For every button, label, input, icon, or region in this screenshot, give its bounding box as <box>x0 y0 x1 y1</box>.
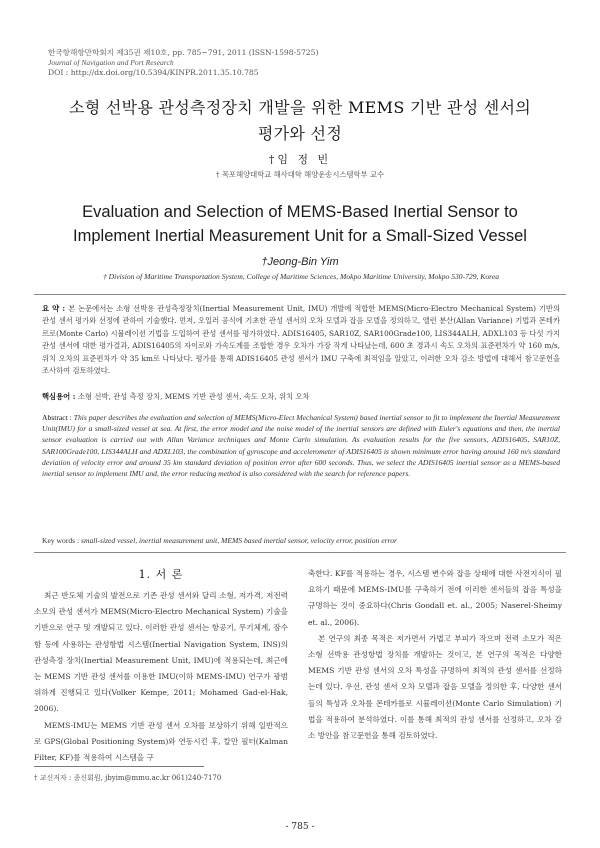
abstract-english <box>42 412 560 479</box>
abstract-english-label: Abstract : <box>42 413 74 422</box>
paragraph: 축한다. KF를 적용하는 경우, 시스템 변수와 잡음 상태에 대한 사전지식이 필요하기 때문에 MEMS-IMU를 구축하기 전에 이러한 센서들의 잡음 특성을 규명하는 것이 중요하다(Chris Goodall et. al., 2005; Naserel-Sheimy et. al., 2006). <box>308 569 562 627</box>
doi-link[interactable]: DOI : http://dx.doi.org/10.5394/KINPR.2011.35.10.785 <box>48 68 259 77</box>
journal-name: Journal of Navigation and Port Research <box>48 58 174 67</box>
title-korean: 소형 선박용 관성측정장치 개발을 위한 MEMS 기반 관성 센서의 평가와 선정 <box>68 98 532 143</box>
abstract-korean-label: 요 약 : <box>42 304 69 313</box>
abstract-korean <box>42 303 560 377</box>
journal-header <box>48 48 318 78</box>
footnote: † 교신저자 : 종신회원, jbyim@mmu.ac.kr 061)240-7170 <box>34 774 222 782</box>
keywords-korean-text: 소형 선박, 관성 측정 장치, MEMS 기반 관성 센서, 속도 오차, 위치 오차 <box>77 392 310 401</box>
body-column-left <box>34 588 288 766</box>
keywords-english-text: small-sized vessel, inertial measurement unit, MEMS based inertial sensor, velocity error, position error <box>81 536 397 545</box>
divider-bottom <box>34 552 566 553</box>
paragraph: 본 연구의 최종 목적은 저가면서 가볍고 부피가 작으며 전력 소모가 적은 소형 선박용 관성항법 장치를 개발하는 것이고, 본 연구의 목적은 다양한 MEMS 기반 관성 센서의 오차 특성을 규명하여 최적의 관성 센서를 선정하는데 있다. 우선, 관성 센서 오차 모델과 잡음 모델을 정의한 후, 다양한 센서들의 특성과 오차를 몬테카를로 시뮬레이션(Monte Carlo Simulation) 기법을 적용하여 분석하였다. 이를 통해 최적의 관성 센서를 선정하고, 오차 감소 방안을 참고문헌을 통해 검토하였다. <box>308 633 562 741</box>
author-english: †Jeong-Bin Yim <box>261 256 339 268</box>
divider-top <box>34 294 566 295</box>
keywords-korean-label: 핵심용어 : <box>42 392 78 401</box>
keywords-korean <box>42 392 560 402</box>
affiliation-english: † Division of Maritime Transportation System, College of Maritime Sciences, Mokpo Maritime University, Mokpo 530-729, Korea <box>102 272 500 281</box>
keywords-english <box>42 536 560 545</box>
author-korean: †임 정 빈 <box>268 153 332 166</box>
body-column-right <box>308 566 562 744</box>
keywords-english-label: Key words : <box>42 536 82 545</box>
paragraph: MEMS-IMU는 MEMS 기반 관성 센서 오차를 보상하기 위해 일반적으로 GPS(Global Positioning System)와 연동시킨 후, 칼만 필터(Kalman Filter, KF)를 적용하여 시스템을 구 <box>34 720 288 763</box>
paragraph: 최근 반도체 기술의 발전으로 기존 관성 센서와 달리 소형, 저가격, 저전력 소모의 관성 센서가 MEMS(Micro-Electro Mechanical System) 기술을 기반으로 연구 및 개발되고 있다. 이러한 관성 센서는 항공기, 무기체계, 잠수함 등에 사용하는 관성항법 시스템(Inertial Navigation System, INS)의 관성측정 장치(Inertial Measurement Unit, IMU)에 적용되는데, 최근에는 MEMS 기반 관성 센서를 이용한 IMU(이하 MEMS-IMU) 연구가 광범위하게 진행되고 있다(Volker Kempe, 2011; Mohamed Gad-el-Hak, 2006). <box>34 591 288 714</box>
abstract-korean-text: 본 논문에서는 소형 선박용 관성측정장치(Inertial Measurement Unit, IMU) 개발에 적합한 MEMS(Micro-Electro Mechanical System) 기반의 관성 센서 평가와 선정에 관하여 기술했다. 먼저, 오일러 공식에 기초한 관성 센서의 오차 모델과 잡음 모델을 정의하고, 앨런 분산(Allan Variance) 기법과 몬테카르로(Monte Carlo) 시뮬레이션 기법을 도입하여 관성 센서를 평가하였다. ADIS16405, SAR10Z, SAR100Grade100, LIS344ALH, ADXL103 등 다섯 가지 관성 센서에 대한 평가결과, ADIS16405의 자이로와 가속도계를 조합한 경우 오차가 가장 작게 나타났는데, 600 초 경과시 속도 오차의 표준편차가 약 160 m/s, 위치 오차의 표준편차가 약 35 km로 나타났다. 평가를 통해 ADIS16405 관성 센서가 IMU 구축에 최적임을 알았고, 이러한 오차 감소 방법에 대해서 참고문헌을 조사하여 검토하였다. <box>42 304 560 376</box>
page-number: - 785 - <box>285 822 315 832</box>
abstract-english-text: This paper describes the evaluation and selection of MEMS(Micro-Elect Mechanical System) based inertial sensor to fit to implement the Inertial Measurement Unit(IMU) for a small-sized vessel at sea. At first, the error model and the noise model of the inertial sensors are defined with Euler's equations and then, the inertial sensor evaluation is carried out with Allan Variance techniques and Monte Carlo simulation. As evaluation results for the five sensors, ADIS16405, SAR10Z, SAR100Grade100, LIS344ALH and ADXL103, the combination of gyroscope and accelerometer of ADIS16405 is shown minimum error having around 160 m/s standard deviation of velocity error and around 35 km standard deviation of position error after 600 seconds. Thus, we select the ADIS16405 inertial sensor as a MEMS-based inertial sensor to implement IMU and, the error reducing method is also considered with the search for reference papers. <box>42 413 560 479</box>
title-english: Evaluation and Selection of MEMS-Based Inertial Sensor to Implement Inertial Measurement Unit for a Small-Sized Vessel <box>73 203 527 245</box>
section-heading: 1. 서 론 <box>138 568 184 581</box>
affiliation-korean: † 목포해양대학교 해사대학 해양운송시스템학부 교수 <box>216 170 384 179</box>
journal-citation: 한국항해항만학회지 제35권 제10호, pp. 785~791, 2011 (ISSN-1598-5725) <box>48 48 319 57</box>
footnote-divider <box>34 766 204 767</box>
